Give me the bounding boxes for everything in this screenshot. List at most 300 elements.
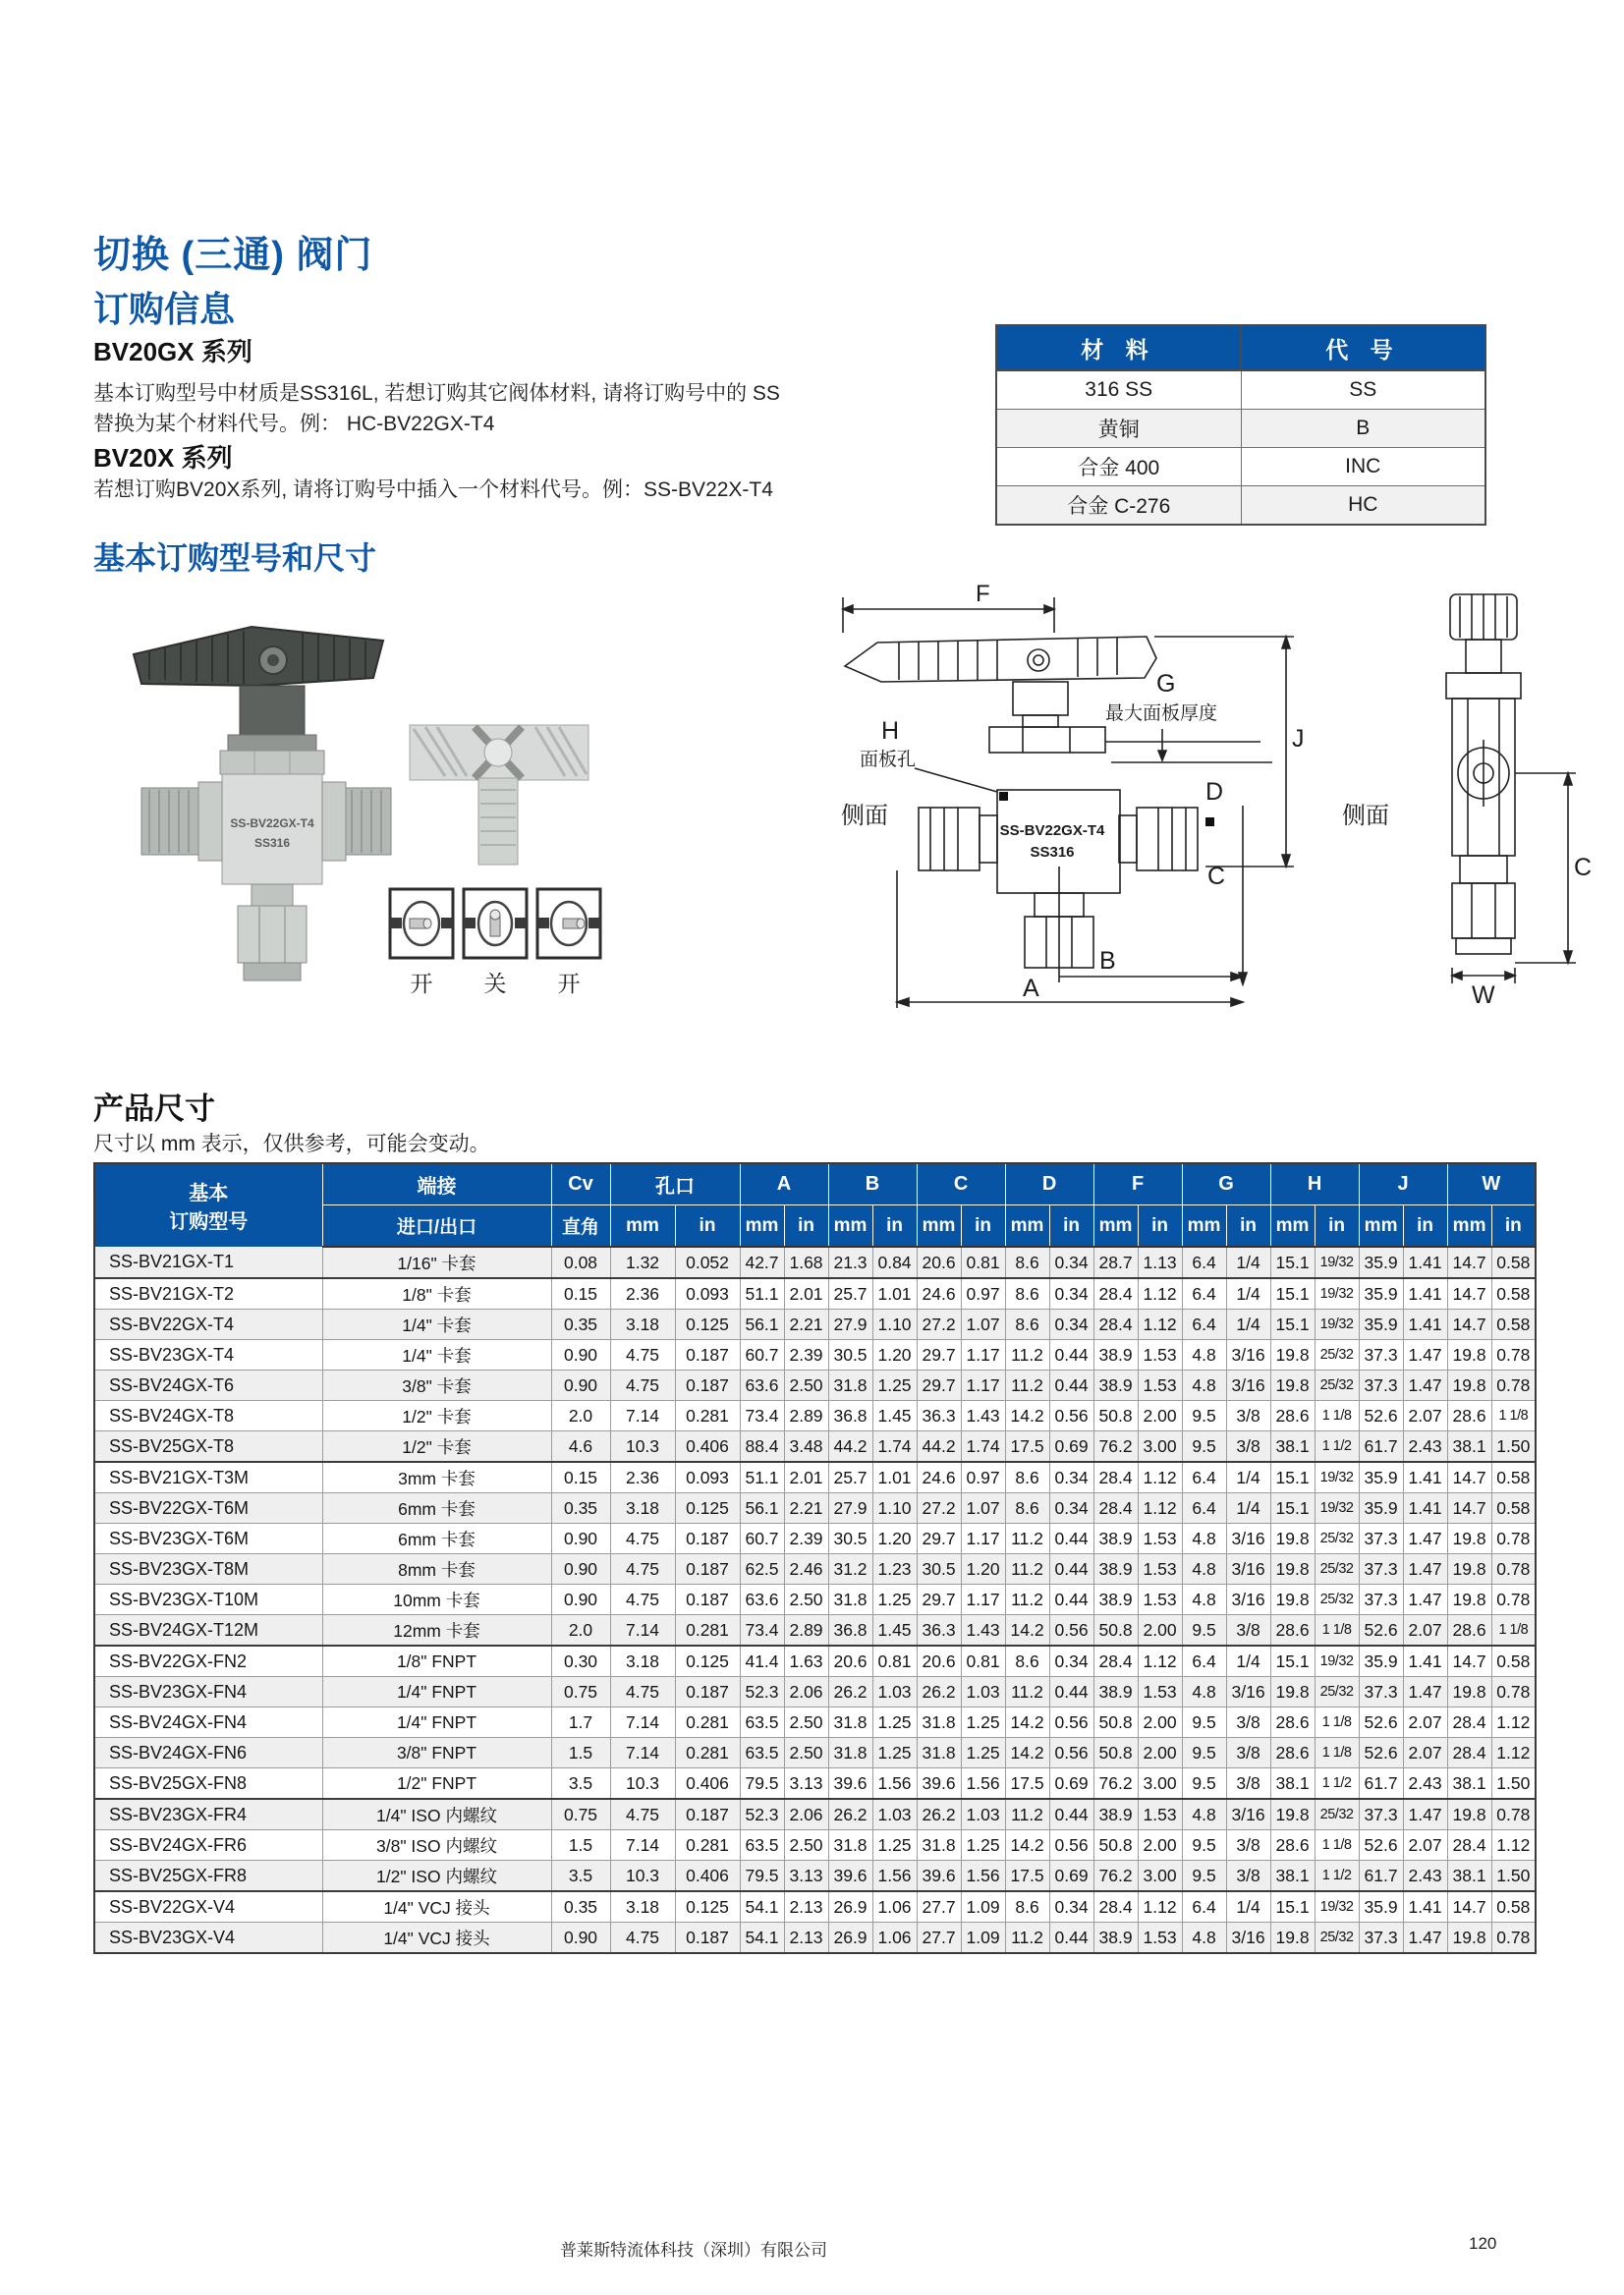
value-cell: 1.47: [1403, 1799, 1447, 1830]
value-cell: 0.281: [675, 1738, 740, 1768]
value-cell: 2.00: [1138, 1615, 1182, 1647]
series-bv20x-heading: BV20X 系列: [93, 443, 233, 473]
value-cell: 3/8: [1226, 1615, 1270, 1647]
col-header-dim-c: C: [917, 1163, 1005, 1205]
value-cell: 38.9: [1093, 1524, 1138, 1554]
value-cell: 28.4: [1093, 1891, 1138, 1923]
value-cell: 39.6: [828, 1768, 872, 1800]
table-row: [94, 1431, 1536, 1463]
col-header-orifice: 孔口: [610, 1163, 740, 1205]
value-cell: 73.4: [740, 1401, 784, 1431]
value-cell: 9.5: [1182, 1738, 1226, 1768]
value-cell: 10.3: [610, 1861, 675, 1892]
value-cell: 0.125: [675, 1646, 740, 1677]
value-cell: 14.7: [1447, 1891, 1491, 1923]
value-cell: 29.7: [917, 1371, 961, 1401]
value-cell: 19.8: [1270, 1923, 1315, 1954]
table-row: [94, 1646, 1536, 1677]
value-cell: 42.7: [740, 1247, 784, 1278]
value-cell: 1.47: [1403, 1923, 1447, 1954]
value-cell: 0.187: [675, 1799, 740, 1830]
value-cell: 1.47: [1403, 1585, 1447, 1615]
value-cell: 2.50: [784, 1707, 828, 1738]
value-cell: 28.4: [1093, 1493, 1138, 1524]
value-cell: 1.03: [872, 1677, 917, 1707]
value-cell: 4.75: [610, 1554, 675, 1585]
value-cell: 4.75: [610, 1524, 675, 1554]
value-cell: 4.75: [610, 1371, 675, 1401]
value-cell: 19/32: [1315, 1278, 1359, 1310]
value-cell: 52.3: [740, 1799, 784, 1830]
value-cell: 0.90: [551, 1554, 610, 1585]
value-cell: 14.2: [1005, 1830, 1049, 1861]
valve-body-marking-line2: SS316: [1030, 844, 1075, 861]
value-cell: 4.6: [551, 1431, 610, 1463]
value-cell: 0.44: [1049, 1799, 1093, 1830]
flow-state-label-open-1: 开: [410, 971, 433, 996]
value-cell: 1/4" VCJ 接头: [322, 1891, 551, 1923]
value-cell: 63.5: [740, 1830, 784, 1861]
value-cell: 19.8: [1447, 1524, 1491, 1554]
col-header-dim-a: A: [740, 1163, 828, 1205]
value-cell: 10mm 卡套: [322, 1585, 551, 1615]
value-cell: 35.9: [1359, 1493, 1403, 1524]
value-cell: 6mm 卡套: [322, 1524, 551, 1554]
table-row: [94, 1554, 1536, 1585]
value-cell: 0.56: [1049, 1738, 1093, 1768]
value-cell: 2.39: [784, 1524, 828, 1554]
value-cell: 41.4: [740, 1646, 784, 1677]
model-cell: SS-BV23GX-T10M: [94, 1585, 322, 1615]
value-cell: 0.093: [675, 1462, 740, 1493]
value-cell: 2.00: [1138, 1830, 1182, 1861]
value-cell: 0.34: [1049, 1462, 1093, 1493]
value-cell: 38.9: [1093, 1585, 1138, 1615]
value-cell: 9.5: [1182, 1768, 1226, 1800]
value-cell: 1.41: [1403, 1278, 1447, 1310]
value-cell: 1/2" ISO 内螺纹: [322, 1861, 551, 1892]
value-cell: 1.17: [961, 1340, 1005, 1371]
value-cell: 0.81: [872, 1646, 917, 1677]
table-row: [94, 1401, 1536, 1431]
unit-in: in: [1226, 1205, 1270, 1248]
value-cell: 27.2: [917, 1310, 961, 1340]
value-cell: 1.53: [1138, 1585, 1182, 1615]
model-cell: SS-BV25GX-T8: [94, 1431, 322, 1463]
value-cell: 1.41: [1403, 1462, 1447, 1493]
model-cell: SS-BV25GX-FN8: [94, 1768, 322, 1800]
materials-header-code: 代 号: [1241, 325, 1485, 370]
value-cell: 0.56: [1049, 1830, 1093, 1861]
value-cell: 1.53: [1138, 1340, 1182, 1371]
value-cell: 14.7: [1447, 1310, 1491, 1340]
value-cell: 8.6: [1005, 1493, 1049, 1524]
value-cell: 14.7: [1447, 1247, 1491, 1278]
value-cell: 0.093: [675, 1278, 740, 1310]
col-header-cv: Cv: [551, 1163, 610, 1205]
materials-row: [996, 370, 1485, 410]
value-cell: 4.75: [610, 1923, 675, 1954]
value-cell: 4.8: [1182, 1585, 1226, 1615]
value-cell: 2.43: [1403, 1768, 1447, 1800]
model-cell: SS-BV23GX-T6M: [94, 1524, 322, 1554]
value-cell: 7.14: [610, 1738, 675, 1768]
value-cell: 1.45: [872, 1615, 917, 1647]
value-cell: 28.6: [1447, 1615, 1491, 1647]
value-cell: 0.44: [1049, 1371, 1093, 1401]
model-cell: SS-BV21GX-T1: [94, 1247, 322, 1278]
value-cell: 19/32: [1315, 1310, 1359, 1340]
value-cell: 35.9: [1359, 1891, 1403, 1923]
value-cell: 11.2: [1005, 1524, 1049, 1554]
dimensions-table: [93, 1162, 1537, 1954]
value-cell: 0.44: [1049, 1585, 1093, 1615]
model-cell: SS-BV22GX-V4: [94, 1891, 322, 1923]
value-cell: 1.01: [872, 1278, 917, 1310]
value-cell: 2.43: [1403, 1861, 1447, 1892]
value-cell: 1.41: [1403, 1493, 1447, 1524]
value-cell: 1.17: [961, 1371, 1005, 1401]
value-cell: 1.12: [1138, 1891, 1182, 1923]
value-cell: 14.2: [1005, 1738, 1049, 1768]
value-cell: 0.58: [1491, 1247, 1536, 1278]
value-cell: 1.12: [1491, 1707, 1536, 1738]
value-cell: 14.2: [1005, 1707, 1049, 1738]
value-cell: 0.56: [1049, 1707, 1093, 1738]
value-cell: 63.6: [740, 1371, 784, 1401]
value-cell: 0.35: [551, 1493, 610, 1524]
value-cell: 9.5: [1182, 1830, 1226, 1861]
models-dimensions-heading: 基本订购型号和尺寸: [93, 540, 377, 576]
dim-label-c: C: [1207, 863, 1226, 890]
value-cell: 3/16: [1226, 1554, 1270, 1585]
value-cell: 1/4: [1226, 1247, 1270, 1278]
materials-cell: SS: [1241, 370, 1485, 410]
value-cell: 1.5: [551, 1738, 610, 1768]
value-cell: 1/4" ISO 内螺纹: [322, 1799, 551, 1830]
value-cell: 1.41: [1403, 1310, 1447, 1340]
model-cell: SS-BV24GX-FN6: [94, 1738, 322, 1768]
value-cell: 3.18: [610, 1493, 675, 1524]
value-cell: 62.5: [740, 1554, 784, 1585]
value-cell: 1.06: [872, 1891, 917, 1923]
value-cell: 37.3: [1359, 1585, 1403, 1615]
value-cell: 36.8: [828, 1615, 872, 1647]
value-cell: 20.6: [917, 1247, 961, 1278]
value-cell: 1.53: [1138, 1524, 1182, 1554]
value-cell: 28.4: [1447, 1707, 1491, 1738]
value-cell: 1/4: [1226, 1891, 1270, 1923]
value-cell: 8mm 卡套: [322, 1554, 551, 1585]
value-cell: 9.5: [1182, 1707, 1226, 1738]
col-header-dim-h: H: [1270, 1163, 1359, 1205]
series-bv20x-text-line1: 若想订购BV20X系列, 请将订购号中插入一个材料代号。例：SS-BV22X-T4: [93, 478, 773, 501]
value-cell: 0.281: [675, 1615, 740, 1647]
value-cell: 1.06: [872, 1923, 917, 1954]
value-cell: 0.90: [551, 1524, 610, 1554]
value-cell: 15.1: [1270, 1891, 1315, 1923]
ordering-info-heading: 订购信息: [93, 289, 236, 329]
value-cell: 6.4: [1182, 1310, 1226, 1340]
value-cell: 35.9: [1359, 1278, 1403, 1310]
value-cell: 1/4" FNPT: [322, 1707, 551, 1738]
value-cell: 61.7: [1359, 1861, 1403, 1892]
value-cell: 28.4: [1093, 1646, 1138, 1677]
value-cell: 25.7: [828, 1462, 872, 1493]
model-cell: SS-BV22GX-FN2: [94, 1646, 322, 1677]
unit-mm: mm: [610, 1205, 675, 1248]
front-view-dimension-drawing: [820, 572, 1341, 1019]
value-cell: 28.6: [1270, 1738, 1315, 1768]
value-cell: 30.5: [917, 1554, 961, 1585]
value-cell: 1 1/8: [1491, 1615, 1536, 1647]
value-cell: 14.7: [1447, 1278, 1491, 1310]
value-cell: 2.43: [1403, 1431, 1447, 1463]
value-cell: 1/4: [1226, 1646, 1270, 1677]
value-cell: 3/8: [1226, 1861, 1270, 1892]
value-cell: 1 1/8: [1315, 1615, 1359, 1647]
value-cell: 0.30: [551, 1646, 610, 1677]
value-cell: 0.187: [675, 1554, 740, 1585]
value-cell: 28.6: [1270, 1401, 1315, 1431]
value-cell: 0.81: [961, 1646, 1005, 1677]
value-cell: 35.9: [1359, 1310, 1403, 1340]
value-cell: 0.69: [1049, 1768, 1093, 1800]
value-cell: 61.7: [1359, 1768, 1403, 1800]
unit-in: in: [1491, 1205, 1536, 1248]
value-cell: 15.1: [1270, 1646, 1315, 1677]
col-subheader-cv: 直角: [551, 1205, 610, 1248]
value-cell: 26.2: [828, 1799, 872, 1830]
value-cell: 0.78: [1491, 1554, 1536, 1585]
valve-body-marking-line1: SS-BV22GX-T4: [999, 822, 1105, 839]
value-cell: 4.8: [1182, 1677, 1226, 1707]
value-cell: 1.09: [961, 1923, 1005, 1954]
value-cell: 79.5: [740, 1768, 784, 1800]
value-cell: 8.6: [1005, 1462, 1049, 1493]
materials-code-table: [995, 324, 1486, 526]
value-cell: 2.01: [784, 1278, 828, 1310]
materials-cell: HC: [1241, 486, 1485, 526]
value-cell: 1.53: [1138, 1554, 1182, 1585]
value-cell: 4.75: [610, 1340, 675, 1371]
unit-in: in: [1049, 1205, 1093, 1248]
value-cell: 63.5: [740, 1707, 784, 1738]
table-row: [94, 1493, 1536, 1524]
value-cell: 3.18: [610, 1891, 675, 1923]
value-cell: 4.8: [1182, 1554, 1226, 1585]
value-cell: 19/32: [1315, 1462, 1359, 1493]
materials-cell: 黄铜: [996, 410, 1241, 448]
unit-in: in: [784, 1205, 828, 1248]
value-cell: 39.6: [917, 1768, 961, 1800]
model-cell: SS-BV21GX-T2: [94, 1278, 322, 1310]
value-cell: 1.10: [872, 1310, 917, 1340]
value-cell: 25/32: [1315, 1371, 1359, 1401]
value-cell: 19.8: [1270, 1554, 1315, 1585]
value-cell: 0.34: [1049, 1247, 1093, 1278]
dim-label-j: J: [1292, 725, 1305, 753]
table-row: [94, 1923, 1536, 1954]
value-cell: 52.6: [1359, 1830, 1403, 1861]
value-cell: 1.09: [961, 1891, 1005, 1923]
value-cell: 1.41: [1403, 1646, 1447, 1677]
value-cell: 37.3: [1359, 1524, 1403, 1554]
unit-mm: mm: [1270, 1205, 1315, 1248]
value-cell: 0.90: [551, 1371, 610, 1401]
value-cell: 19.8: [1270, 1371, 1315, 1401]
value-cell: 37.3: [1359, 1371, 1403, 1401]
value-cell: 31.8: [917, 1738, 961, 1768]
value-cell: 0.78: [1491, 1524, 1536, 1554]
value-cell: 0.78: [1491, 1371, 1536, 1401]
value-cell: 19.8: [1447, 1677, 1491, 1707]
col-header-port: 端接: [322, 1163, 551, 1205]
value-cell: 2.21: [784, 1310, 828, 1340]
unit-mm: mm: [1005, 1205, 1049, 1248]
value-cell: 28.6: [1270, 1615, 1315, 1647]
value-cell: 2.50: [784, 1738, 828, 1768]
value-cell: 0.97: [961, 1462, 1005, 1493]
value-cell: 38.9: [1093, 1923, 1138, 1954]
value-cell: 2.06: [784, 1677, 828, 1707]
value-cell: 0.69: [1049, 1861, 1093, 1892]
value-cell: 1.03: [961, 1799, 1005, 1830]
value-cell: 0.56: [1049, 1615, 1093, 1647]
value-cell: 50.8: [1093, 1707, 1138, 1738]
model-cell: SS-BV23GX-T8M: [94, 1554, 322, 1585]
value-cell: 0.125: [675, 1493, 740, 1524]
unit-in: in: [1138, 1205, 1182, 1248]
value-cell: 10.3: [610, 1768, 675, 1800]
value-cell: 0.35: [551, 1891, 610, 1923]
col-header-dim-j: J: [1359, 1163, 1447, 1205]
value-cell: 26.2: [917, 1677, 961, 1707]
value-cell: 3/16: [1226, 1585, 1270, 1615]
footer-page-number: 120: [1469, 2234, 1497, 2253]
value-cell: 1.56: [872, 1861, 917, 1892]
value-cell: 29.7: [917, 1524, 961, 1554]
value-cell: 1.12: [1138, 1646, 1182, 1677]
series-bv20gx-text-line2: 替换为某个材料代号。例： HC-BV22GX-T4: [93, 413, 495, 435]
value-cell: 9.5: [1182, 1861, 1226, 1892]
model-cell: SS-BV23GX-V4: [94, 1923, 322, 1954]
value-cell: 1.50: [1491, 1861, 1536, 1892]
value-cell: 3.13: [784, 1768, 828, 1800]
value-cell: 36.3: [917, 1615, 961, 1647]
value-cell: 1.12: [1138, 1310, 1182, 1340]
value-cell: 14.7: [1447, 1462, 1491, 1493]
col-header-dim-d: D: [1005, 1163, 1093, 1205]
table-row: [94, 1861, 1536, 1892]
value-cell: 3/8: [1226, 1768, 1270, 1800]
value-cell: 1.25: [961, 1707, 1005, 1738]
value-cell: 28.7: [1093, 1247, 1138, 1278]
unit-in: in: [675, 1205, 740, 1248]
value-cell: 19/32: [1315, 1247, 1359, 1278]
value-cell: 31.8: [917, 1707, 961, 1738]
value-cell: 3/8: [1226, 1738, 1270, 1768]
value-cell: 25/32: [1315, 1799, 1359, 1830]
table-row: [94, 1462, 1536, 1493]
side-view-dimension-drawing: [1405, 575, 1601, 1017]
value-cell: 38.9: [1093, 1677, 1138, 1707]
value-cell: 19.8: [1270, 1340, 1315, 1371]
value-cell: 1.63: [784, 1646, 828, 1677]
value-cell: 31.2: [828, 1554, 872, 1585]
table-row: [94, 1340, 1536, 1371]
table-row: [94, 1677, 1536, 1707]
value-cell: 1.50: [1491, 1768, 1536, 1800]
value-cell: 2.13: [784, 1891, 828, 1923]
model-cell: SS-BV24GX-T8: [94, 1401, 322, 1431]
value-cell: 35.9: [1359, 1462, 1403, 1493]
side-face-label-left: 侧面: [841, 803, 888, 829]
value-cell: 4.75: [610, 1585, 675, 1615]
value-cell: 19.8: [1270, 1585, 1315, 1615]
value-cell: 1.41: [1403, 1891, 1447, 1923]
value-cell: 2.89: [784, 1401, 828, 1431]
value-cell: 29.7: [917, 1585, 961, 1615]
side-face-label-right: 侧面: [1342, 803, 1389, 829]
dim-label-a: A: [1023, 975, 1039, 1002]
value-cell: 1.25: [872, 1830, 917, 1861]
value-cell: 17.5: [1005, 1861, 1049, 1892]
value-cell: 8.6: [1005, 1891, 1049, 1923]
value-cell: 36.3: [917, 1401, 961, 1431]
value-cell: 28.4: [1093, 1278, 1138, 1310]
table-row: [94, 1615, 1536, 1647]
footer-company-name: 普莱斯特流体科技（深圳）有限公司: [560, 2241, 827, 2260]
value-cell: 38.9: [1093, 1799, 1138, 1830]
value-cell: 3/16: [1226, 1371, 1270, 1401]
value-cell: 1.53: [1138, 1799, 1182, 1830]
value-cell: 1.47: [1403, 1524, 1447, 1554]
unit-mm: mm: [740, 1205, 784, 1248]
materials-header-material: 材 料: [996, 325, 1241, 370]
value-cell: 0.406: [675, 1431, 740, 1463]
value-cell: 8.6: [1005, 1310, 1049, 1340]
value-cell: 4.8: [1182, 1799, 1226, 1830]
value-cell: 19/32: [1315, 1891, 1359, 1923]
value-cell: 1.41: [1403, 1247, 1447, 1278]
value-cell: 24.6: [917, 1462, 961, 1493]
value-cell: 1.25: [961, 1738, 1005, 1768]
value-cell: 38.9: [1093, 1554, 1138, 1585]
value-cell: 11.2: [1005, 1799, 1049, 1830]
value-cell: 1.7: [551, 1707, 610, 1738]
value-cell: 14.7: [1447, 1493, 1491, 1524]
value-cell: 7.14: [610, 1615, 675, 1647]
table-row: [94, 1247, 1536, 1278]
value-cell: 11.2: [1005, 1923, 1049, 1954]
value-cell: 0.187: [675, 1371, 740, 1401]
value-cell: 26.9: [828, 1891, 872, 1923]
value-cell: 10.3: [610, 1431, 675, 1463]
unit-mm: mm: [1182, 1205, 1226, 1248]
value-cell: 3/16: [1226, 1340, 1270, 1371]
value-cell: 0.15: [551, 1462, 610, 1493]
value-cell: 0.58: [1491, 1493, 1536, 1524]
value-cell: 19.8: [1447, 1799, 1491, 1830]
value-cell: 15.1: [1270, 1493, 1315, 1524]
value-cell: 52.6: [1359, 1707, 1403, 1738]
value-cell: 38.1: [1447, 1861, 1491, 1892]
value-cell: 1 1/8: [1315, 1830, 1359, 1861]
value-cell: 25/32: [1315, 1923, 1359, 1954]
value-cell: 3/8: [1226, 1431, 1270, 1463]
value-cell: 3/8: [1226, 1707, 1270, 1738]
